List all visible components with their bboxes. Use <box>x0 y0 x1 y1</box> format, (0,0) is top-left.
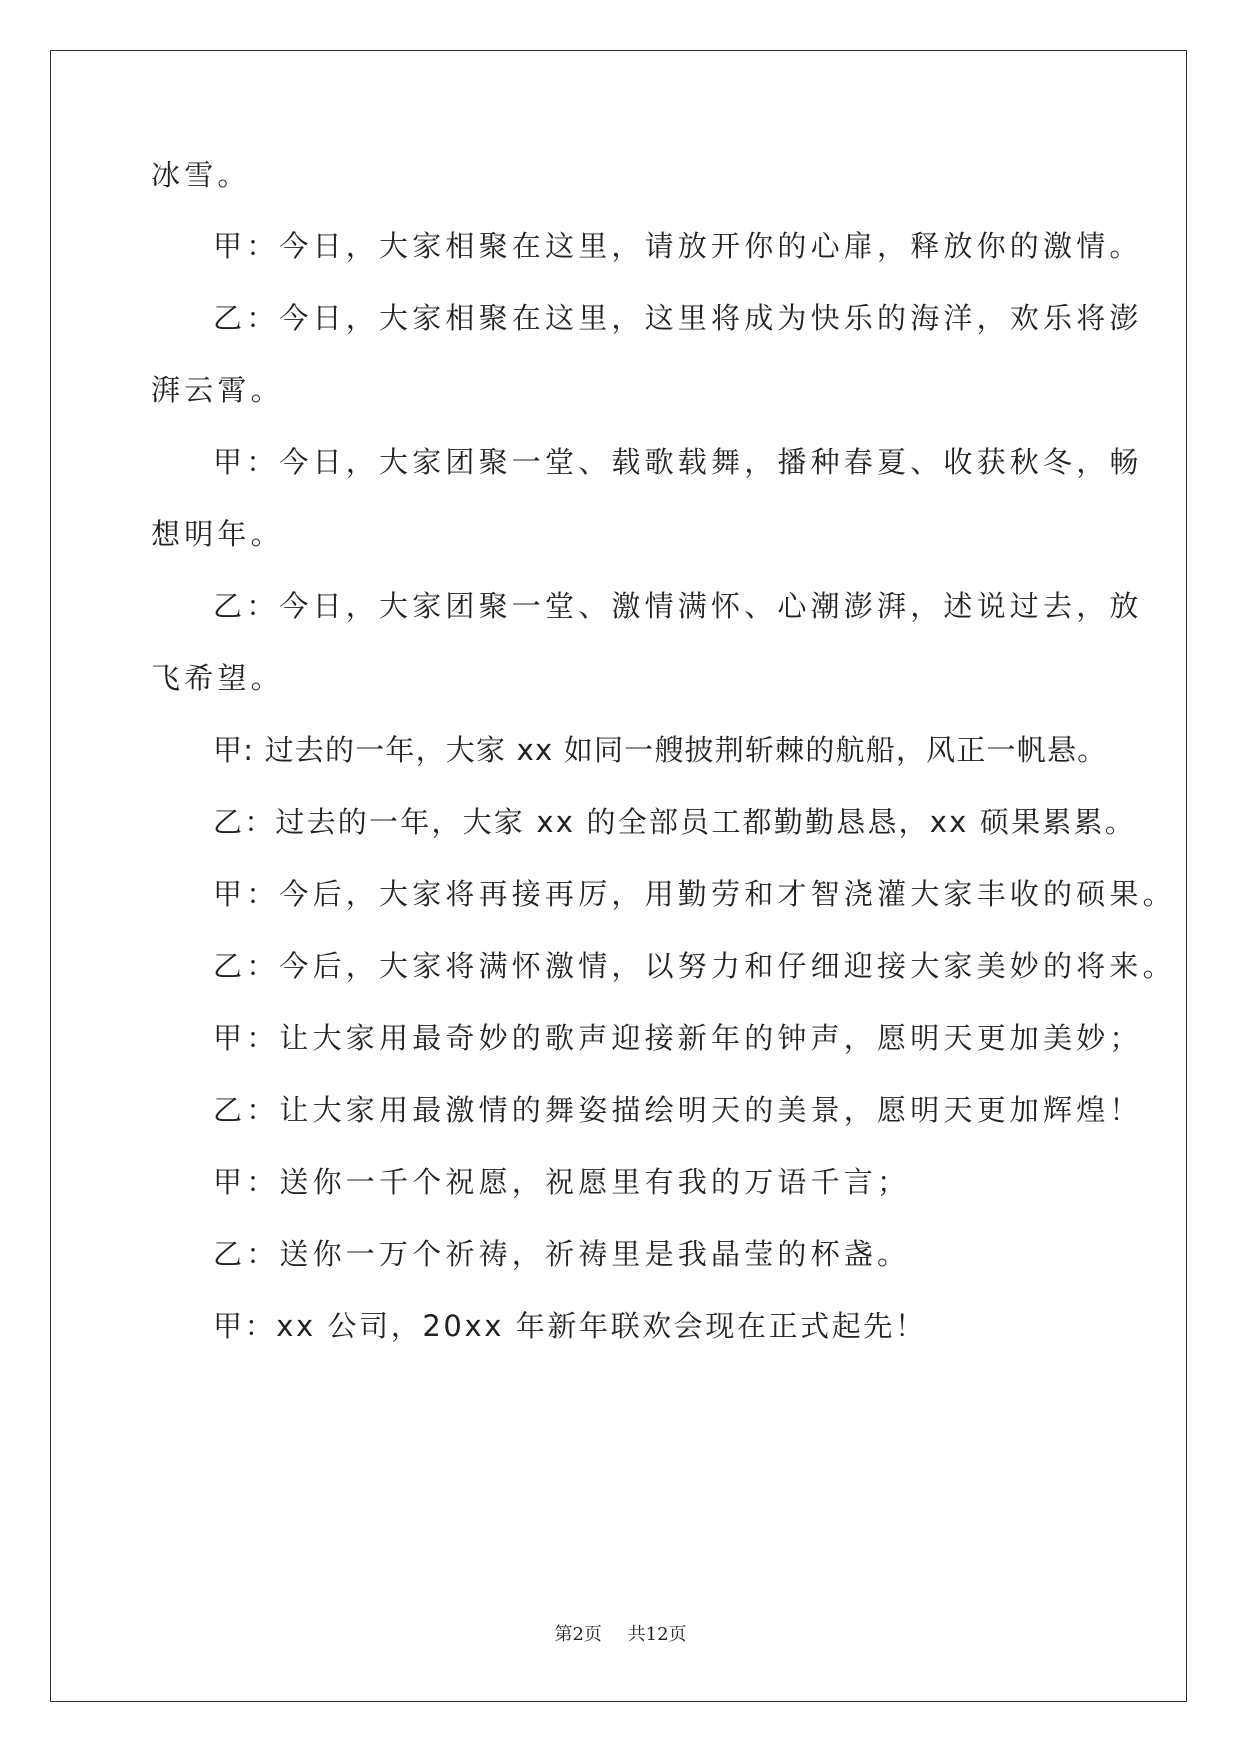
text-line: 湃云霄。 <box>151 373 284 407</box>
text-line: 甲: 过去的一年，大家 xx 如同一艘披荆斩棘的航船，风正一帆悬。 <box>213 733 1108 767</box>
text-line: 乙：今日，大家团聚一堂、激情满怀、心潮澎湃，述说过去，放 <box>213 589 1143 623</box>
text-line: 甲：今日，大家相聚在这里，请放开你的心扉，释放你的激情。 <box>213 229 1143 263</box>
text-line: 甲：xx 公司，20xx 年新年联欢会现在正式起先！ <box>213 1309 927 1343</box>
page-footer <box>0 1620 1241 1646</box>
text-line: 乙：今日，大家相聚在这里，这里将成为快乐的海洋，欢乐将澎 <box>213 301 1143 335</box>
text-line: 乙：过去的一年，大家 xx 的全部员工都勤勤恳恳，xx 硕果累累。 <box>213 805 1136 839</box>
text-line: 冰雪。 <box>151 158 251 192</box>
text-line: 飞希望。 <box>151 661 284 695</box>
text-line: 甲：今日，大家团聚一堂、载歌载舞，播种春夏、收获秋冬，畅 <box>213 445 1143 479</box>
page-number: 第2页 <box>554 1624 602 1645</box>
text-line: 乙：让大家用最激情的舞姿描绘明天的美景，愿明天更加辉煌！ <box>213 1093 1143 1127</box>
page-total: 共12页 <box>627 1624 687 1645</box>
text-line: 甲：送你一千个祝愿，祝愿里有我的万语千言； <box>213 1165 911 1199</box>
text-line: 甲：今后，大家将再接再厉，用勤劳和才智浇灌大家丰收的硕果。 <box>213 877 1176 911</box>
text-line: 甲：让大家用最奇妙的歌声迎接新年的钟声，愿明天更加美妙； <box>213 1021 1143 1055</box>
text-line: 想明年。 <box>151 517 284 551</box>
text-line: 乙：送你一万个祈祷，祈祷里是我晶莹的杯盏。 <box>213 1237 911 1271</box>
text-line: 乙：今后，大家将满怀激情，以努力和仔细迎接大家美妙的将来。 <box>213 949 1176 983</box>
